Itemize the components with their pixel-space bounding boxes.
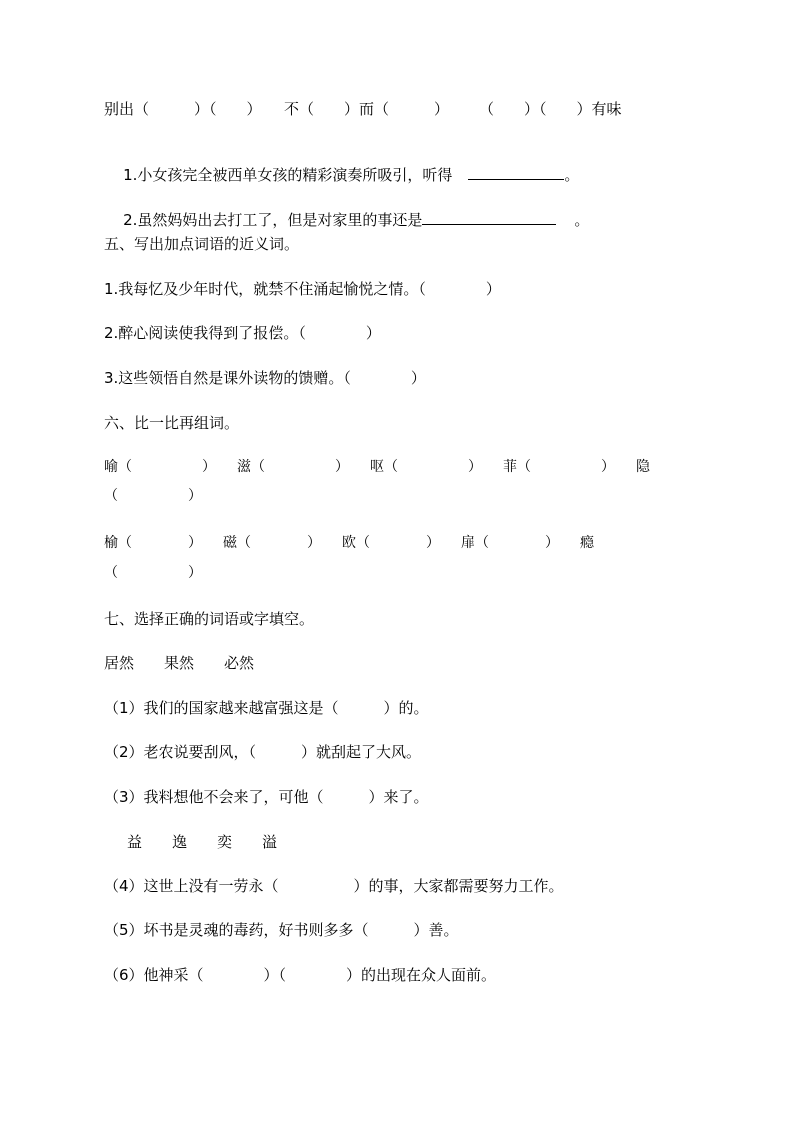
section-5-item-2: 2.醉心阅读使我得到了报偿。（ ）	[104, 324, 381, 342]
answer-blank-2[interactable]	[422, 210, 556, 225]
section-5-title: 五、写出加点词语的近义词。	[104, 235, 300, 253]
section-7-item-4: （4）这世上没有一劳永（ ）的事，大家都需要努力工作。	[104, 877, 564, 895]
section-6-row-2: 榆（ ） 磁（ ） 欧（ ） 扉（ ） 瘾	[104, 535, 594, 551]
section-5-item-3: 3.这些领悟自然是课外读物的馈赠。（ ）	[104, 369, 426, 387]
section-6-row-1-wrap: （ ）	[104, 488, 202, 504]
question-2-text: 2.虽然妈妈出去打工了，但是对家里的事还是	[123, 211, 423, 229]
section-7-item-2: （2）老农说要刮风，（ ）就刮起了大风。	[104, 743, 422, 761]
section-7-word-options-2: 益 逸 奕 溢	[112, 833, 278, 851]
section-7-item-6: （6）他神采（ ）（ ）的出现在众人面前。	[104, 966, 497, 984]
section-6-row-1: 喻（ ） 滋（ ） 呕（ ） 菲（ ） 隐	[104, 459, 650, 475]
section-7-word-options-1: 居然 果然 必然	[104, 654, 255, 672]
section-6-row-2-wrap: （ ）	[104, 565, 202, 581]
section-5-item-1: 1.我每忆及少年时代，就禁不住涌起愉悦之情。（ ）	[104, 280, 501, 298]
idiom-fill-line: 别出（ ）（ ） 不（ ）而（ ） （ ）（ ）有味	[104, 100, 622, 118]
section-7-item-5: （5）坏书是灵魂的毒药，好书则多多（ ）善。	[104, 921, 459, 939]
answer-blank-1[interactable]	[468, 165, 564, 180]
section-7-item-3: （3）我料想他不会来了，可他（ ）来了。	[104, 788, 429, 806]
section-6-title: 六、比一比再组词。	[104, 414, 240, 432]
question-1-text: 1.小女孩完全被西单女孩的精彩演奏所吸引，听得	[123, 166, 453, 184]
section-7-item-1: （1）我们的国家越来越富强这是（ ）的。	[104, 699, 429, 717]
section-7-title: 七、选择正确的词语或字填空。	[104, 610, 315, 628]
question-2-end: 。	[574, 211, 590, 229]
question-1-end: 。	[564, 166, 580, 184]
